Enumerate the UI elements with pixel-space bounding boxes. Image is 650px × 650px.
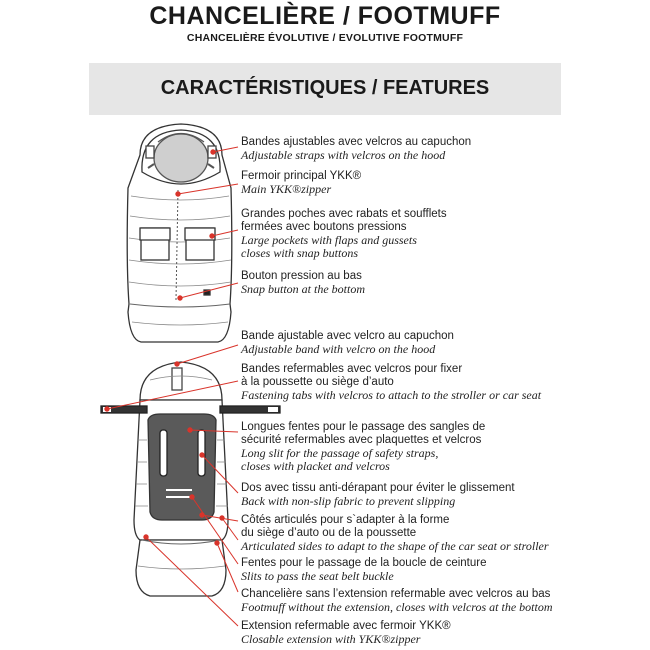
feature-main-zipper: Fermoir principal YKK® Main YKK®zipper bbox=[241, 170, 362, 196]
feature-bottom-snap: Bouton pression au bas Snap button at the bottom bbox=[241, 270, 365, 296]
feature-footmuff-velcros: Chancelière sans l’extension refermable avec velcros au bas Footmuff without the extension, closes with velcros at the bottom bbox=[241, 588, 553, 614]
feature-articulated-sides: Côtés articulés pour s`adapter à la forme du siège d’auto ou de la poussette Articulated sides to adapt to the shape of the car seat or stroller bbox=[241, 514, 549, 553]
feature-strap-slits: Longues fentes pour le passage des sangles de sécurité refermables avec plaquettes et velcros Long slit for the passage of safety straps, closes with placket and velcros bbox=[241, 421, 486, 473]
front-view bbox=[127, 124, 232, 342]
feature-pockets: Grandes poches avec rabats et soufflets fermées avec boutons pressions Large pockets with flaps and gussets closes with snap buttons bbox=[241, 208, 447, 260]
feature-buckle-slits: Fentes pour le passage de la boucle de ceinture Slits to pass the seat belt buckle bbox=[241, 557, 487, 583]
feature-non-slip-back: Dos avec tissu anti-dérapant pour éviter le glissement Back with non-slip fabric to prevent slipping bbox=[241, 482, 515, 508]
features-heading: CARACTÉRISTIQUES / FEATURES bbox=[160, 77, 490, 99]
feature-fastening-tabs: Bandes refermables avec velcros pour fixer à la poussette ou siège d’auto Fastening tabs with velcros to attach to the stroller or car seat bbox=[241, 363, 542, 402]
page-subtitle: CHANCELIÈRE ÉVOLUTIVE / EVOLUTIVE FOOTMUFF bbox=[186, 32, 464, 44]
feature-hood-band: Bande ajustable avec velcro au capuchon Adjustable band with velcro on the hood bbox=[241, 330, 454, 356]
feature-extension-zipper: Extension refermable avec fermoir YKK® Closable extension with YKK®zipper bbox=[241, 620, 451, 646]
feature-hood-straps: Bandes ajustables avec velcros au capuchon Adjustable straps with velcros on the hood bbox=[241, 136, 472, 162]
page-title: CHANCELIÈRE / FOOTMUFF bbox=[149, 2, 501, 30]
